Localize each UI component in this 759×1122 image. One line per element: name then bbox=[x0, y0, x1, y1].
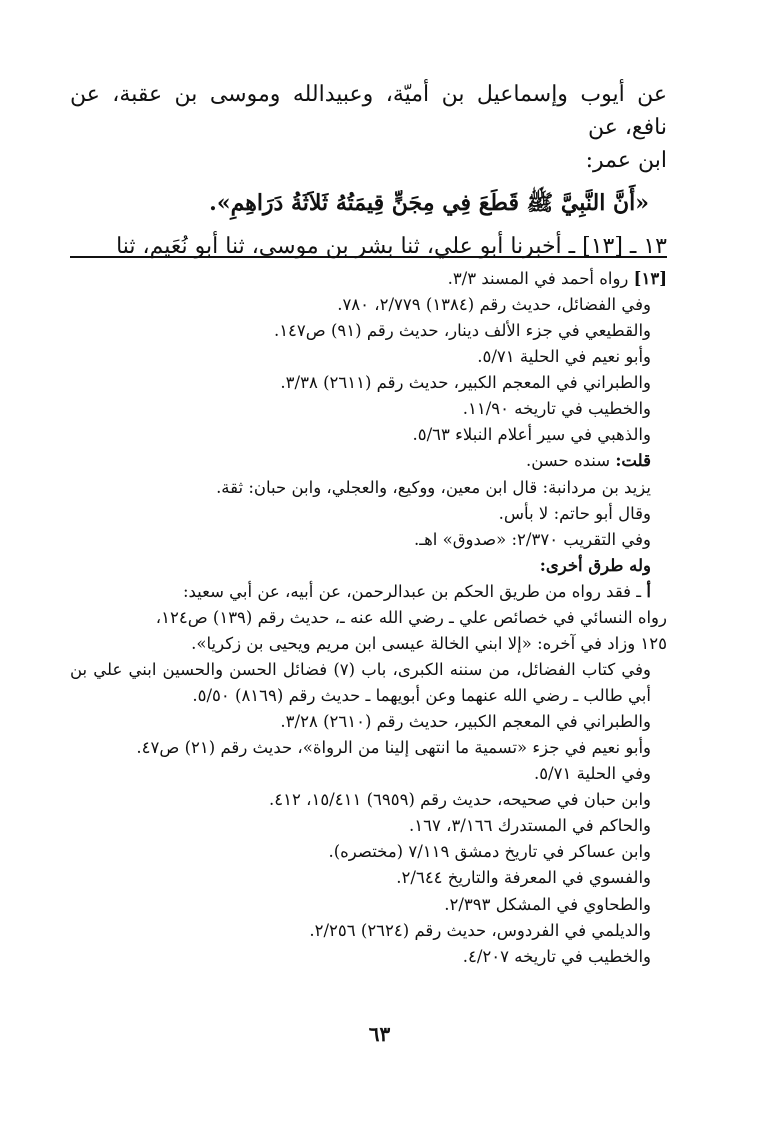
narrator-line: يزيد بن مردانبة: قال ابن معين، ووكيع، والعجلي، وابن حبان: ثقة. bbox=[216, 477, 651, 497]
main-line-2: ابن عمر: bbox=[585, 148, 667, 173]
footnote-line: والفسوي في المعرفة والتاريخ ٢/٦٤٤. bbox=[396, 868, 651, 888]
main-line-1: عن أيوب وإسماعيل بن أميّة، وعبيدالله وموسى بن عقبة، عن نافع، عن bbox=[70, 82, 667, 140]
footnote-line: والقطيعي في جزء الألف دينار، حديث رقم (٩١) ص١٤٧. bbox=[273, 321, 651, 341]
narrator-line: وفي التقريب ٢/٣٧٠: «صدوق» اهـ. bbox=[414, 529, 651, 549]
footnote-line: والحاكم في المستدرك ٣/١٦٦، ١٦٧. bbox=[409, 816, 651, 836]
footnote-line: وفي الحلية ٥/٧١. bbox=[533, 764, 651, 784]
footnote-line: رواه النسائي في خصائص علي ـ رضي الله عنه ـ، حديث رقم (١٣٩) ص١٢٤، bbox=[155, 607, 667, 627]
narration-number: ١٣ ـ [١٣] ـ bbox=[568, 234, 667, 259]
footnote-line: [١٣] رواه أحمد في المسند ٣/٣. bbox=[447, 269, 667, 288]
footnotes bbox=[70, 266, 667, 970]
footnote-line: ١٢٥ وزاد في آخره: «إلا ابني الخالة عيسى ابن مريم ويحيى بن زكريا». bbox=[191, 633, 667, 653]
footnote-line: وفي كتاب الفضائل، من سننه الكبرى، باب (٧) فضائل الحسن والحسين ابني علي بن أبي طالب ـ رضي الله عنهما وعن أبويهما ـ حديث رقم (٨١٦٩) ٥/٥٠. bbox=[70, 659, 652, 705]
narrator-line: وقال أبو حاتم: لا بأس. bbox=[498, 503, 651, 523]
footnote-line: والذهبي في سير أعلام النبلاء ٥/٦٣. bbox=[412, 425, 651, 445]
hadith-text: «أَنَّ النَّبِيَّ ﷺ قَطَعَ فِي مِجَنٍّ قِيمَتُهُ ثَلاَثَةُ دَرَاهِمِ». bbox=[209, 190, 649, 216]
page-number: ٦٣ bbox=[368, 1022, 391, 1046]
narration-line bbox=[70, 230, 667, 263]
footnote-line: والخطيب في تاريخه ١١/٩٠. bbox=[462, 399, 651, 419]
other-paths-heading: وله طرق أخرى: bbox=[539, 555, 651, 575]
footnote-line: والطبراني في المعجم الكبير، حديث رقم (٢٦١٠) ٣/٢٨. bbox=[280, 712, 651, 732]
footnote-line: والطحاوي في المشكل ٢/٣٩٣. bbox=[444, 894, 651, 914]
footnote-ref: [١٣] bbox=[633, 269, 667, 288]
footnote-line: وابن حبان في صحيحه، حديث رقم (٦٩٥٩) ١٥/٤١١، ٤١٢. bbox=[269, 790, 651, 810]
path-a-intro: أ ـ فقد رواه من طريق الحكم بن عبدالرحمن، عن أبيه، عن أبي سعيد: bbox=[182, 581, 651, 601]
footnote-line: وأبو نعيم في جزء «تسمية ما انتهى إلينا من الرواة»، حديث رقم (٢١) ص٤٧. bbox=[136, 738, 651, 758]
path-a-label: أ bbox=[646, 581, 651, 601]
footnote-line: وفي الفضائل، حديث رقم (١٣٨٤) ٢/٧٧٩، ٧٨٠. bbox=[337, 295, 651, 315]
footnote-line: وأبو نعيم في الحلية ٥/٧١. bbox=[477, 347, 651, 367]
main-text bbox=[70, 78, 667, 263]
footnote-separator bbox=[70, 256, 667, 258]
footnote-line: وابن عساكر في تاريخ دمشق ٧/١١٩ (مختصره). bbox=[328, 842, 651, 862]
qult-line: قلت: سنده حسن. bbox=[526, 451, 651, 471]
qult-label: قلت: bbox=[615, 451, 651, 471]
footnote-line: والخطيب في تاريخه ٤/٢٠٧. bbox=[462, 946, 651, 966]
footnote-line: والطبراني في المعجم الكبير، حديث رقم (٢٦١١) ٣/٣٨. bbox=[280, 373, 651, 393]
narration-text: أخبرنا أبو علي، ثنا بشر بن موسى، ثنا أبو نُعَيم، ثنا bbox=[116, 234, 562, 259]
footnote-line: والديلمي في الفردوس، حديث رقم (٢٦٢٤) ٢/٢٥٦. bbox=[309, 920, 651, 940]
